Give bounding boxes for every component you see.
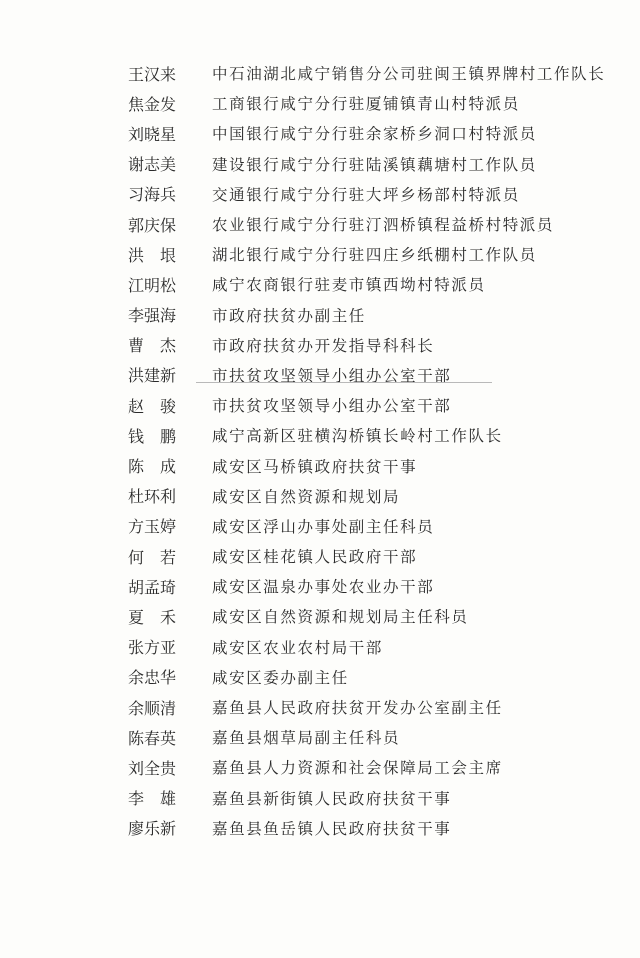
person-position: 嘉鱼县人民政府扶贫开发办公室副主任 <box>212 699 503 718</box>
list-item <box>128 300 608 330</box>
person-name: 江明松 <box>128 275 177 295</box>
person-name: 焦金发 <box>128 94 177 114</box>
personnel-list <box>128 58 608 843</box>
person-name: 余忠华 <box>128 668 177 688</box>
list-item <box>128 179 608 209</box>
person-name: 刘晓星 <box>128 124 177 144</box>
list-item <box>128 88 608 118</box>
person-position: 市扶贫攻坚领导小组办公室干部 <box>212 397 452 416</box>
list-item <box>128 662 608 692</box>
person-position: 市政府扶贫办开发指导科科长 <box>212 336 435 355</box>
list-item <box>128 330 608 360</box>
person-name: 张方亚 <box>128 638 177 658</box>
person-position: 交通银行咸宁分行驻大坪乡杨部村特派员 <box>212 185 520 204</box>
person-position: 咸安区农业农村局干部 <box>212 638 384 657</box>
person-position: 咸安区桂花镇人民政府干部 <box>212 548 418 567</box>
list-item <box>128 601 608 631</box>
list-item <box>128 541 608 571</box>
list-item <box>128 632 608 662</box>
person-name: 赵 骏 <box>128 396 177 416</box>
person-position: 咸宁农商银行驻麦市镇西坳村特派员 <box>212 276 486 295</box>
person-name: 洪 垠 <box>128 245 177 265</box>
list-item <box>128 813 608 843</box>
list-item <box>128 420 608 450</box>
person-position: 咸安区自然资源和规划局 <box>212 487 401 506</box>
person-position: 工商银行咸宁分行驻厦铺镇青山村特派员 <box>212 95 520 114</box>
list-item <box>128 511 608 541</box>
person-position: 嘉鱼县新街镇人民政府扶贫干事 <box>212 789 452 808</box>
list-item <box>128 692 608 722</box>
person-name: 胡孟琦 <box>128 577 177 597</box>
list-item <box>128 722 608 752</box>
person-name: 钱 鹏 <box>128 426 177 446</box>
person-name: 郭庆保 <box>128 215 177 235</box>
list-item <box>128 269 608 299</box>
list-item <box>128 239 608 269</box>
person-position: 嘉鱼县人力资源和社会保障局工会主席 <box>212 759 503 778</box>
person-position: 农业银行咸宁分行驻汀泗桥镇程益桥村特派员 <box>212 216 555 235</box>
list-item <box>128 58 608 88</box>
person-position: 中石油湖北咸宁销售分公司驻闽王镇界牌村工作队长 <box>212 65 606 84</box>
horizontal-rule <box>196 382 492 383</box>
person-position: 咸安区浮山办事处副主任科员 <box>212 517 435 536</box>
person-name: 夏 禾 <box>128 607 177 627</box>
person-position: 建设银行咸宁分行驻陆溪镇藕塘村工作队员 <box>212 155 537 174</box>
list-item <box>128 450 608 480</box>
person-name: 刘全贵 <box>128 758 177 778</box>
person-name: 陈春英 <box>128 728 177 748</box>
list-item <box>128 118 608 148</box>
person-name: 廖乐新 <box>128 819 177 839</box>
person-position: 咸安区委办副主任 <box>212 668 349 687</box>
person-name: 陈 成 <box>128 457 177 477</box>
person-name: 习海兵 <box>128 185 177 205</box>
person-name: 李强海 <box>128 306 177 326</box>
list-item <box>128 571 608 601</box>
person-name: 曹 杰 <box>128 336 177 356</box>
person-position: 嘉鱼县烟草局副主任科员 <box>212 729 401 748</box>
person-name: 李 雄 <box>128 789 177 809</box>
person-position: 中国银行咸宁分行驻余家桥乡洞口村特派员 <box>212 125 537 144</box>
person-name: 方玉婷 <box>128 517 177 537</box>
list-item <box>128 149 608 179</box>
person-position: 咸宁高新区驻横沟桥镇长岭村工作队长 <box>212 427 503 446</box>
list-item <box>128 752 608 782</box>
person-position: 市政府扶贫办副主任 <box>212 306 366 325</box>
list-item <box>128 783 608 813</box>
person-position: 咸安区温泉办事处农业办干部 <box>212 578 435 597</box>
person-name: 杜环利 <box>128 487 177 507</box>
person-name: 王汉来 <box>128 64 177 84</box>
person-position: 咸安区自然资源和规划局主任科员 <box>212 608 469 627</box>
person-name: 谢志美 <box>128 155 177 175</box>
person-name: 洪建新 <box>128 366 177 386</box>
list-item <box>128 481 608 511</box>
person-name: 余顺清 <box>128 698 177 718</box>
person-position: 湖北银行咸宁分行驻四庄乡纸棚村工作队员 <box>212 246 537 265</box>
person-position: 市扶贫攻坚领导小组办公室干部 <box>212 366 452 385</box>
list-item <box>128 209 608 239</box>
list-item <box>128 360 608 390</box>
list-item <box>128 390 608 420</box>
person-position: 嘉鱼县鱼岳镇人民政府扶贫干事 <box>212 819 452 838</box>
person-position: 咸安区马桥镇政府扶贫干事 <box>212 457 418 476</box>
person-name: 何 若 <box>128 547 177 567</box>
